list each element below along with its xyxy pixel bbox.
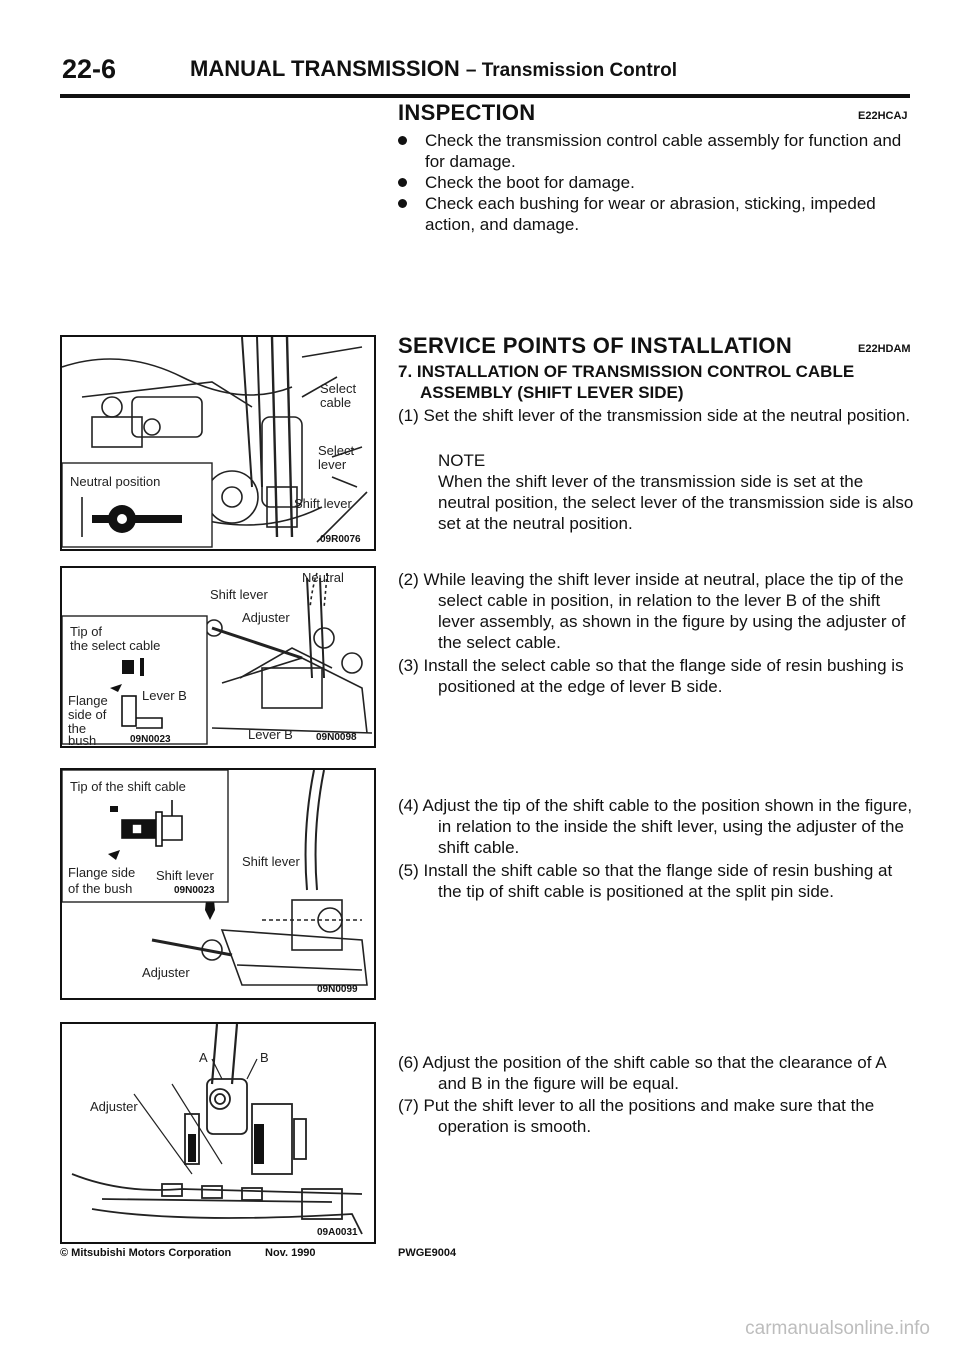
label-shift-lever: Shift lever <box>242 854 300 869</box>
inspection-title: INSPECTION <box>398 100 536 125</box>
step-1: (1) Set the shift lever of the transmission side at the neutral position. <box>398 406 911 425</box>
label-bush: bush <box>68 733 97 748</box>
figure-code: 09N0099 <box>317 984 358 995</box>
inspection-bullet: Check the transmission control cable assembly for function and for damage. <box>398 130 918 172</box>
label-adjuster: Adjuster <box>90 1099 138 1114</box>
note-label: NOTE <box>438 451 486 470</box>
page-header <box>60 50 910 98</box>
label-tip-of-shift-cable: Tip of the shift cable <box>70 779 186 794</box>
footer-doc-code: PWGE9004 <box>398 1247 457 1259</box>
label-b: B <box>260 1050 269 1065</box>
label-neutral: Neutral <box>302 570 344 585</box>
label-adjuster: Adjuster <box>142 965 190 980</box>
note-text: When the shift lever of the transmission side is set at the neutral position, the select lever of the transmission side is also set at the neutral position. <box>438 472 914 533</box>
service-title: SERVICE POINTS OF INSTALLATION <box>398 333 793 358</box>
step-7: (7) Put the shift lever to all the positions and make sure that the operation is smooth. <box>398 1096 875 1136</box>
figure-select-cable-tip <box>60 566 376 748</box>
header-subtitle: – Transmission Control <box>465 60 677 81</box>
label-the: the <box>68 721 87 736</box>
inspection-list <box>398 130 918 235</box>
header-title: MANUAL TRANSMISSION <box>190 56 460 81</box>
label-tip-of: Tip of <box>70 624 103 639</box>
label-neutral-position: Neutral position <box>70 474 161 489</box>
step-2: (2) While leaving the shift lever inside at neutral, place the tip of the select cable in position, in relation to the lever B of the shift lever assembly, as shown in the figure by using the adjuster of the select cable. <box>398 570 906 652</box>
watermark: carmanualsonline.info <box>745 1318 930 1339</box>
label-flange-side: Flange side <box>68 865 136 880</box>
label-of-the-bush: of the bush <box>68 881 133 896</box>
figure-shift-cable-tip <box>60 768 376 1000</box>
label-shift-lever-inset: Shift lever <box>156 868 214 883</box>
page-number: 22-6 <box>62 54 117 84</box>
label-flange: Flange <box>68 693 108 708</box>
step-4: (4) Adjust the tip of the shift cable to the position shown in the figure, in relation to the inside the shift lever, using the adjuster of the shift cable. <box>398 796 913 857</box>
step-3: (3) Install the select cable so that the flange side of resin bushing is positioned at the edge of lever B side. <box>398 656 904 696</box>
inset-code: 09N0023 <box>130 734 171 745</box>
service-code: E22HDAM <box>858 343 911 355</box>
inspection-bullet: Check each bushing for wear or abrasion, sticking, impeded action, and damage. <box>398 193 918 235</box>
label-shift-lever: Shift lever <box>210 587 268 602</box>
figure-code: 09A0031 <box>317 1227 358 1238</box>
inset-code: 09N0023 <box>174 885 215 896</box>
label-side-of: side of <box>68 707 107 722</box>
figure-clearance-drawing <box>62 1024 374 1242</box>
label-the-select-cable: the select cable <box>70 638 161 653</box>
figure-code: 09N0098 <box>316 732 357 743</box>
label-a: A <box>199 1050 208 1065</box>
page-title <box>190 56 677 82</box>
label-shift-lever: Shift lever <box>294 496 352 511</box>
figure-code: 09R0076 <box>320 534 361 545</box>
inspection-code: E22HCAJ <box>858 110 908 122</box>
step-6: (6) Adjust the position of the shift cable so that the clearance of A and B in the figure will be equal. <box>398 1053 886 1093</box>
step-title: 7. INSTALLATION OF TRANSMISSION CONTROL CABLE ASSEMBLY (SHIFT LEVER SIDE) <box>398 362 855 402</box>
label-lever-b-inset: Lever B <box>142 688 187 703</box>
label-adjuster: Adjuster <box>242 610 290 625</box>
figure-select-cable <box>60 335 376 551</box>
label-select-lever: Select lever <box>318 443 355 472</box>
footer-date: Nov. 1990 <box>265 1247 316 1259</box>
step-5: (5) Install the shift cable so that the flange side of resin bushing at the tip of shift cable is positioned at the split pin side. <box>398 861 893 901</box>
label-lever-b: Lever B <box>248 727 293 742</box>
footer-copyright: © Mitsubishi Motors Corporation <box>60 1247 232 1259</box>
label-select-cable: Select cable <box>320 381 357 410</box>
inspection-bullet: Check the boot for damage. <box>398 172 918 193</box>
figure-clearance <box>60 1022 376 1244</box>
